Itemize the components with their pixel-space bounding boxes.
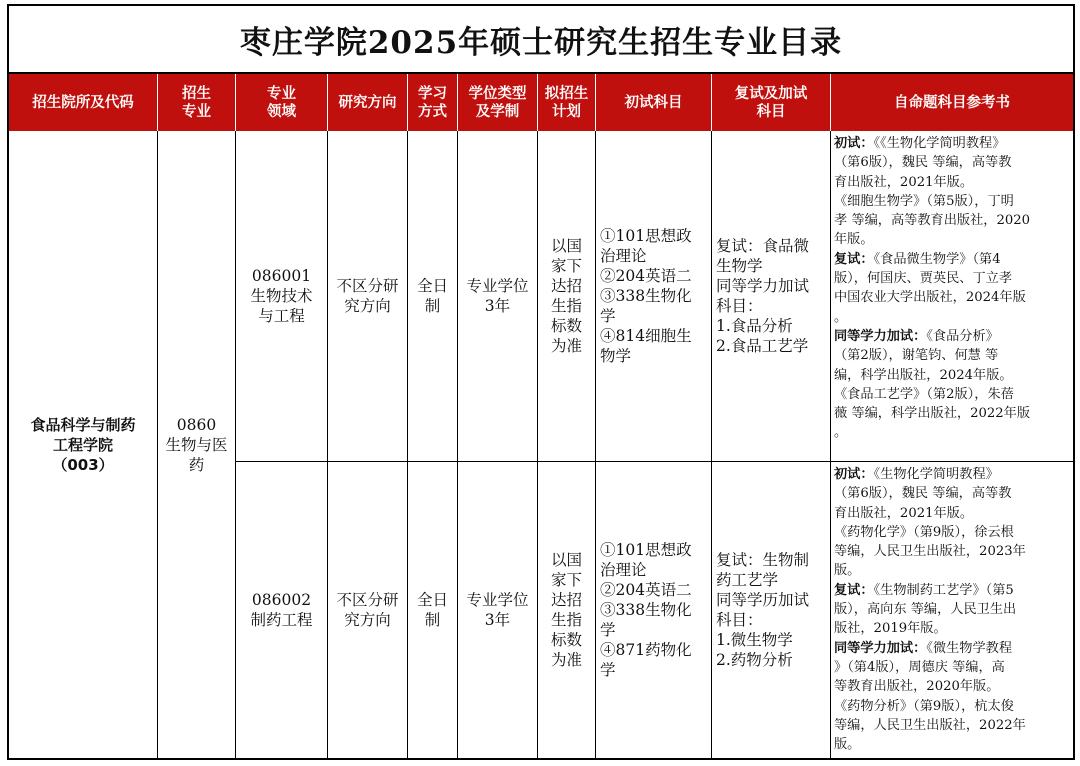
books-label: 同等学力加试：: [834, 640, 927, 656]
books-line: （第2版），谢笔钧、何慧 等: [834, 348, 999, 364]
college-cell: 食品科学与制药 工程学院 （003）: [9, 131, 158, 758]
books-line: 孝 等编，高等教育出版社，2020: [834, 213, 1031, 229]
catalog-sheet: [7, 4, 1075, 760]
reference-books-cell: [831, 131, 1073, 462]
books-line: 《微生物学教程: [926, 640, 1013, 656]
plan-cell: 以国 家下 达招 生指 标数 为准: [538, 131, 596, 462]
books-line: 》（第4版），周德庆 等编，高: [834, 659, 1005, 675]
books-line: 《食品工艺学》（第2版），朱蓓: [834, 386, 1014, 402]
books-line: 版社，2019年版。: [834, 621, 947, 637]
books-line: 《《生物化学简明教程》: [873, 136, 1006, 151]
books-line: 《生物制药工艺学》（第5: [873, 582, 1014, 598]
header-plan: 拟招生 计划: [538, 74, 596, 131]
books-line: （第6版），魏民 等编，高等教: [834, 155, 1012, 171]
degree-cell: 专业学位 3年: [458, 131, 538, 462]
header-degree: 学位类型 及学制: [458, 74, 538, 131]
reference-books-cell: [831, 462, 1073, 758]
books-line: 《食品微生物学》（第4: [873, 251, 1001, 267]
books-line: （第6版），魏民 等编，高等教: [834, 486, 1012, 502]
books-line: 《药物化学》（第9版），徐云根: [834, 524, 1014, 540]
exam-cell: ①101思想政 治理论 ②204英语二 ③338生物化 学 ④871药物化 学: [596, 462, 712, 758]
books-line: 版。: [834, 737, 861, 753]
books-line: 版），何国庆、贾英民、丁立孝: [834, 271, 1013, 287]
books-line: 版。: [834, 563, 861, 579]
books-line: 《食品分析》: [926, 328, 999, 344]
books-line: 育出版社，2021年版。: [834, 505, 974, 521]
books-line: 育出版社，2021年版。: [834, 174, 974, 190]
page-title: 枣庄学院2025年硕士研究生招生专业目录: [9, 6, 1073, 74]
books-label: 初试：: [834, 136, 874, 151]
books-label: 复试：: [834, 582, 874, 598]
books-label: 复试：: [834, 251, 874, 267]
header-direction: 研究方向: [328, 74, 408, 131]
books-line: 《细胞生物学》（第5版），丁明: [834, 193, 1014, 209]
exam-cell: ①101思想政 治理论 ②204英语二 ③338生物化 学 ④814细胞生 物学: [596, 131, 712, 462]
header-study-mode: 学习 方式: [408, 74, 458, 131]
books-label: 同等学力加试：: [834, 328, 927, 344]
header-major: 招生 专业: [158, 74, 236, 131]
header-books: 自命题科目参考书: [831, 74, 1073, 131]
books-line: 编，科学出版社，2024年版。: [834, 367, 1013, 383]
plan-cell: 以国 家下 达招 生指 标数 为准: [538, 462, 596, 758]
books-line: 。: [834, 425, 848, 441]
books-line: 《药物分析》（第9版），杭太俊: [834, 698, 1014, 714]
field-cell: 086001 生物技术 与工程: [236, 131, 328, 462]
books-line: 等编，人民卫生出版社，2022年: [834, 717, 1026, 733]
major-cell: 0860 生物与医 药: [158, 131, 236, 758]
books-line: 等教育出版社，2020年版。: [834, 679, 1000, 695]
study-mode-cell: 全日 制: [408, 131, 458, 462]
books-line: 《生物化学简明教程》: [873, 467, 999, 482]
books-line: 中国农业大学出版社，2024年版: [834, 290, 1026, 306]
retest-cell: 复试：食品微 生物学 同等学力加试 科目： 1.食品分析 2.食品工艺学: [712, 131, 831, 462]
direction-cell: 不区分研 究方向: [328, 462, 408, 758]
retest-cell: 复试：生物制 药工艺学 同等学历加试 科目： 1.微生物学 2.药物分析: [712, 462, 831, 758]
books-line: 。: [834, 309, 848, 325]
direction-cell: 不区分研 究方向: [328, 131, 408, 462]
books-line: 版），高向东 等编，人民卫生出: [834, 602, 1017, 618]
header-retest: 复试及加试 科目: [712, 74, 831, 131]
books-label: 初试：: [834, 467, 874, 482]
books-line: 年版。: [834, 232, 874, 248]
header-college: 招生院所及代码: [9, 74, 158, 131]
field-cell: 086002 制药工程: [236, 462, 328, 758]
degree-cell: 专业学位 3年: [458, 462, 538, 758]
header-exam: 初试科目: [596, 74, 712, 131]
study-mode-cell: 全日 制: [408, 462, 458, 758]
books-line: 薇 等编，科学出版社，2022年版: [834, 406, 1031, 422]
header-field: 专业 领域: [236, 74, 328, 131]
books-line: 等编，人民卫生出版社，2023年: [834, 544, 1026, 560]
